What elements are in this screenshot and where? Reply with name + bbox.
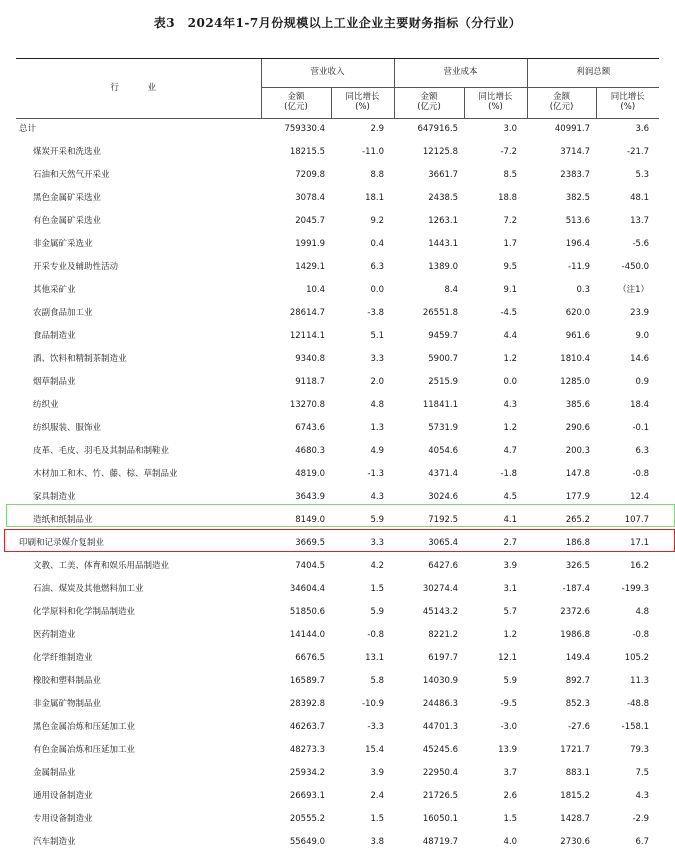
industry-name-cell: 通用设备制造业 bbox=[33, 791, 93, 802]
financial-indicators-table bbox=[16, 58, 659, 855]
revenue-amount-cell: 48273.3 bbox=[289, 745, 325, 756]
revenue-growth-cell: 2.0 bbox=[370, 377, 385, 388]
revenue-growth-cell: 5.1 bbox=[370, 331, 385, 342]
profit-growth-cell: 3.6 bbox=[635, 124, 650, 135]
revenue-amount-cell: 25934.2 bbox=[289, 768, 325, 779]
industry-name-cell: 黑色金属冶炼和压延加工业 bbox=[33, 722, 136, 733]
cost-amount-cell: 2515.9 bbox=[428, 377, 459, 388]
cost-growth-cell: 9.1 bbox=[503, 285, 518, 296]
cost-amount-cell: 3661.7 bbox=[428, 170, 459, 181]
table-row bbox=[16, 372, 659, 395]
industry-name-cell: 煤炭开采和洗选业 bbox=[33, 147, 102, 158]
revenue-amount-cell: 28392.8 bbox=[289, 699, 325, 710]
cost-amount-cell: 2438.5 bbox=[428, 193, 459, 204]
revenue-growth-cell: -10.9 bbox=[362, 699, 385, 710]
table-row bbox=[16, 234, 659, 257]
industry-name-cell: 酒、饮料和精制茶制造业 bbox=[33, 354, 127, 365]
profit-amount-cell: 892.7 bbox=[565, 676, 591, 687]
revenue-amount-cell: 9118.7 bbox=[295, 377, 325, 388]
industry-header: 行 业 bbox=[16, 59, 261, 119]
cost-growth-cell: -3.0 bbox=[500, 722, 518, 733]
revenue-amount-cell: 46263.7 bbox=[289, 722, 325, 733]
profit-growth-cell: 13.7 bbox=[630, 216, 650, 227]
industry-name-cell: 石油和天然气开采业 bbox=[33, 170, 110, 181]
profit-amount-cell: 290.6 bbox=[565, 423, 591, 434]
revenue-amount-cell: 12114.1 bbox=[289, 331, 325, 342]
profit-growth-cell: 12.4 bbox=[630, 492, 650, 503]
revenue-growth-cell: 18.1 bbox=[365, 193, 385, 204]
cost-amount-cell: 44701.3 bbox=[422, 722, 459, 733]
revenue-growth-cell: -3.3 bbox=[367, 722, 385, 733]
profit-amount-cell: 883.1 bbox=[565, 768, 591, 779]
cost-growth-cell: 4.0 bbox=[503, 837, 518, 848]
profit-growth-cell: -0.1 bbox=[632, 423, 650, 434]
revenue-amount-cell: 7209.8 bbox=[295, 170, 325, 181]
cost-amount-cell: 647916.5 bbox=[417, 124, 459, 135]
industry-name-cell: 开采专业及辅助性活动 bbox=[33, 262, 119, 273]
cost-amount-cell: 14030.9 bbox=[422, 676, 459, 687]
cost-growth-cell: 3.9 bbox=[503, 561, 518, 572]
profit-amount-cell: 1810.4 bbox=[560, 354, 591, 365]
profit-amount-cell: 1721.7 bbox=[560, 745, 591, 756]
cost-amount-cell: 9459.7 bbox=[428, 331, 459, 342]
profit-growth-cell: 23.9 bbox=[630, 308, 650, 319]
table-body bbox=[16, 119, 659, 855]
profit-amount-cell: 3714.7 bbox=[560, 147, 591, 158]
revenue-growth-cell: 3.3 bbox=[370, 538, 385, 549]
profit-growth-cell: 48.1 bbox=[630, 193, 650, 204]
revenue-growth-cell: 2.9 bbox=[370, 124, 385, 135]
profit-growth-cell: -450.0 bbox=[621, 262, 650, 273]
profit-growth-cell: 17.1 bbox=[630, 538, 650, 549]
table-row bbox=[16, 832, 659, 855]
table-row bbox=[16, 119, 659, 142]
cost-amount-cell: 45143.2 bbox=[422, 607, 459, 618]
cost-growth-cell: 1.7 bbox=[503, 239, 518, 250]
revenue-growth-cell: 5.8 bbox=[370, 676, 385, 687]
revenue-growth-cell: 9.2 bbox=[370, 216, 385, 227]
profit-header: 利润总额 bbox=[527, 59, 659, 88]
table-row bbox=[16, 188, 659, 211]
industry-name-cell: 专用设备制造业 bbox=[33, 814, 93, 825]
profit-amount-cell: 147.8 bbox=[565, 469, 591, 480]
industry-name-cell: 有色金属冶炼和压延加工业 bbox=[33, 745, 136, 756]
industry-name-cell: 医药制造业 bbox=[33, 630, 76, 641]
revenue-growth-cell: 0.4 bbox=[370, 239, 385, 250]
cost-amount-cell: 3065.4 bbox=[428, 538, 459, 549]
industry-name-cell: 有色金属矿采选业 bbox=[33, 216, 102, 227]
revenue-growth-cell: 4.3 bbox=[370, 492, 385, 503]
table-row bbox=[16, 303, 659, 326]
cost-amount-cell: 3024.6 bbox=[428, 492, 459, 503]
industry-name-cell: 总计 bbox=[19, 124, 37, 135]
cost-growth-cell: 3.7 bbox=[503, 768, 518, 779]
industry-name-cell: 文教、工美、体育和娱乐用品制造业 bbox=[33, 561, 170, 572]
cost-amount-cell: 4371.4 bbox=[428, 469, 459, 480]
industry-name-cell: 金属制品业 bbox=[33, 768, 76, 779]
profit-growth-cell: 5.3 bbox=[635, 170, 650, 181]
profit-amount-cell: 149.4 bbox=[565, 653, 591, 664]
profit-amount-cell: 196.4 bbox=[565, 239, 591, 250]
profit-amount-cell: 1986.8 bbox=[560, 630, 591, 641]
revenue-amount-cell: 6743.6 bbox=[295, 423, 325, 434]
table-row bbox=[16, 809, 659, 832]
profit-growth-cell: -2.9 bbox=[632, 814, 650, 825]
revenue-growth-cell: -0.8 bbox=[367, 630, 385, 641]
revenue-amount-cell: 34604.4 bbox=[289, 584, 325, 595]
table-row bbox=[16, 763, 659, 786]
cost-growth-cell: 1.5 bbox=[503, 814, 518, 825]
revenue-growth-cell: 5.9 bbox=[370, 607, 385, 618]
revenue-amount-cell: 1429.1 bbox=[295, 262, 325, 273]
table-row bbox=[16, 533, 659, 556]
profit-amount-cell: 513.6 bbox=[565, 216, 591, 227]
industry-name-cell: 造纸和纸制品业 bbox=[33, 515, 93, 526]
revenue-amount-cell: 9340.8 bbox=[295, 354, 325, 365]
revenue-amount-cell: 10.4 bbox=[306, 285, 325, 296]
revenue-growth-cell: 1.3 bbox=[370, 423, 385, 434]
cost-growth-cell: 0.0 bbox=[503, 377, 518, 388]
cost-amount-cell: 7192.5 bbox=[428, 515, 459, 526]
profit-amount-cell: -187.4 bbox=[562, 584, 591, 595]
revenue-growth-cell: 3.3 bbox=[370, 354, 385, 365]
industry-name-cell: 农副食品加工业 bbox=[33, 308, 93, 319]
cost-amount-cell: 16050.1 bbox=[422, 814, 459, 825]
cost-amount-cell: 8221.2 bbox=[428, 630, 459, 641]
revenue-header: 营业收入 bbox=[261, 59, 394, 88]
industry-name-cell: 家具制造业 bbox=[33, 492, 76, 503]
revenue-amount-cell: 4680.3 bbox=[295, 446, 325, 457]
cost-growth-cell: 1.2 bbox=[503, 630, 518, 641]
cost-growth-cell: 1.2 bbox=[503, 354, 518, 365]
cost-amount-cell: 6427.6 bbox=[428, 561, 459, 572]
profit-growth-cell: 16.2 bbox=[630, 561, 650, 572]
profit-amount-cell: 326.5 bbox=[565, 561, 591, 572]
profit-amount-cell: 40991.7 bbox=[554, 124, 591, 135]
cost-growth-cell: 9.5 bbox=[503, 262, 518, 273]
revenue-amount-cell: 26693.1 bbox=[289, 791, 325, 802]
profit-amount-cell: 1285.0 bbox=[560, 377, 591, 388]
cost-growth-cell: 5.7 bbox=[503, 607, 518, 618]
revenue-amount-cell: 16589.7 bbox=[289, 676, 325, 687]
profit-growth-cell: 18.4 bbox=[630, 400, 650, 411]
table-row bbox=[16, 602, 659, 625]
cost-growth-header: 同比增长 (%) bbox=[464, 88, 527, 119]
cost-amount-cell: 4054.6 bbox=[428, 446, 459, 457]
profit-growth-cell: 105.2 bbox=[624, 653, 650, 664]
industry-name-cell: 纺织业 bbox=[33, 400, 59, 411]
revenue-growth-cell: 0.0 bbox=[370, 285, 385, 296]
industry-name-cell: 橡胶和塑料制品业 bbox=[33, 676, 102, 687]
profit-amount-cell: -27.6 bbox=[568, 722, 591, 733]
table-row bbox=[16, 510, 659, 533]
cost-amount-cell: 6197.7 bbox=[428, 653, 459, 664]
table-row bbox=[16, 142, 659, 165]
cost-growth-cell: -4.5 bbox=[500, 308, 518, 319]
profit-growth-cell: 4.3 bbox=[635, 791, 650, 802]
cost-growth-cell: 12.1 bbox=[498, 653, 518, 664]
profit-growth-cell: -5.6 bbox=[632, 239, 650, 250]
revenue-amount-cell: 14144.0 bbox=[289, 630, 325, 641]
revenue-amount-cell: 55649.0 bbox=[289, 837, 325, 848]
table-row bbox=[16, 464, 659, 487]
table-row bbox=[16, 671, 659, 694]
table-row bbox=[16, 579, 659, 602]
profit-amount-cell: 265.2 bbox=[565, 515, 591, 526]
profit-growth-cell: 14.6 bbox=[630, 354, 650, 365]
cost-amount-cell: 48719.7 bbox=[422, 837, 459, 848]
revenue-amount-cell: 13270.8 bbox=[289, 400, 325, 411]
revenue-growth-cell: 4.2 bbox=[370, 561, 385, 572]
revenue-amount-cell: 3643.9 bbox=[295, 492, 325, 503]
revenue-amount-cell: 6676.5 bbox=[295, 653, 325, 664]
cost-amount-header: 金额 (亿元) bbox=[394, 88, 464, 119]
table-row bbox=[16, 395, 659, 418]
cost-growth-cell: 13.9 bbox=[498, 745, 518, 756]
table-row bbox=[16, 349, 659, 372]
profit-growth-cell: -199.3 bbox=[621, 584, 650, 595]
industry-name-cell: 食品制造业 bbox=[33, 331, 76, 342]
table-title: 表3 2024年1-7月份规模以上工业企业主要财务指标（分行业） bbox=[153, 16, 522, 30]
cost-growth-cell: 5.9 bbox=[503, 676, 518, 687]
profit-growth-cell: 4.8 bbox=[635, 607, 650, 618]
revenue-growth-cell: 1.5 bbox=[370, 584, 385, 595]
table-row bbox=[16, 211, 659, 234]
revenue-growth-header: 同比增长 (%) bbox=[331, 88, 394, 119]
profit-amount-cell: 2730.6 bbox=[560, 837, 591, 848]
revenue-growth-cell: -11.0 bbox=[362, 147, 385, 158]
cost-amount-cell: 11841.1 bbox=[422, 400, 459, 411]
cost-amount-cell: 22950.4 bbox=[422, 768, 459, 779]
profit-growth-cell: 11.3 bbox=[630, 676, 650, 687]
table-row bbox=[16, 717, 659, 740]
profit-growth-cell: -21.7 bbox=[627, 147, 650, 158]
cost-amount-cell: 8.4 bbox=[444, 285, 459, 296]
profit-amount-cell: 2383.7 bbox=[560, 170, 591, 181]
revenue-growth-cell: 4.9 bbox=[370, 446, 385, 457]
industry-name-cell: 石油、煤炭及其他燃料加工业 bbox=[33, 584, 144, 595]
cost-amount-cell: 5900.7 bbox=[428, 354, 459, 365]
table-row bbox=[16, 257, 659, 280]
revenue-growth-cell: 1.5 bbox=[370, 814, 385, 825]
profit-amount-cell: 200.3 bbox=[565, 446, 591, 457]
revenue-growth-cell: 3.8 bbox=[370, 837, 385, 848]
revenue-amount-cell: 759330.4 bbox=[284, 124, 325, 135]
profit-amount-cell: 177.9 bbox=[565, 492, 591, 503]
profit-amount-cell: 620.0 bbox=[565, 308, 591, 319]
profit-growth-cell: 6.7 bbox=[635, 837, 650, 848]
cost-growth-cell: 4.7 bbox=[503, 446, 518, 457]
profit-growth-cell: 9.0 bbox=[635, 331, 650, 342]
table-row bbox=[16, 487, 659, 510]
cost-growth-cell: 3.0 bbox=[503, 124, 518, 135]
industry-name-cell: 皮革、毛皮、羽毛及其制品和制鞋业 bbox=[33, 446, 170, 457]
profit-growth-cell: 107.7 bbox=[624, 515, 650, 526]
profit-amount-cell: 1428.7 bbox=[560, 814, 591, 825]
revenue-amount-cell: 1991.9 bbox=[295, 239, 325, 250]
profit-growth-cell: 7.5 bbox=[635, 768, 650, 779]
cost-growth-cell: 7.2 bbox=[503, 216, 518, 227]
table-row bbox=[16, 326, 659, 349]
revenue-growth-cell: 2.4 bbox=[370, 791, 385, 802]
profit-amount-cell: 2372.6 bbox=[560, 607, 591, 618]
industry-name-cell: 印刷和记录媒介复制业 bbox=[19, 538, 105, 549]
table-row bbox=[16, 648, 659, 671]
cost-growth-cell: -1.8 bbox=[500, 469, 518, 480]
revenue-amount-cell: 4819.0 bbox=[295, 469, 325, 480]
cost-growth-cell: 8.5 bbox=[503, 170, 518, 181]
cost-growth-cell: 18.8 bbox=[498, 193, 518, 204]
table-row bbox=[16, 418, 659, 441]
cost-growth-cell: 4.3 bbox=[503, 400, 518, 411]
cost-amount-cell: 45245.6 bbox=[422, 745, 459, 756]
revenue-growth-cell: 8.8 bbox=[370, 170, 385, 181]
table-row bbox=[16, 786, 659, 809]
revenue-growth-cell: 5.9 bbox=[370, 515, 385, 526]
cost-growth-cell: 3.1 bbox=[503, 584, 518, 595]
revenue-amount-cell: 51850.6 bbox=[289, 607, 325, 618]
industry-name-cell: 化学纤维制造业 bbox=[33, 653, 93, 664]
revenue-growth-cell: 6.3 bbox=[370, 262, 385, 273]
profit-amount-cell: 0.3 bbox=[576, 285, 591, 296]
revenue-amount-cell: 7404.5 bbox=[295, 561, 325, 572]
table-row bbox=[16, 165, 659, 188]
revenue-amount-cell: 20555.2 bbox=[289, 814, 325, 825]
industry-name-cell: 非金属矿物制品业 bbox=[33, 699, 102, 710]
profit-growth-cell: -158.1 bbox=[621, 722, 650, 733]
profit-growth-cell: 0.9 bbox=[635, 377, 650, 388]
table-row bbox=[16, 280, 659, 303]
cost-growth-cell: -9.5 bbox=[500, 699, 518, 710]
revenue-amount-header: 金额 (亿元) bbox=[261, 88, 331, 119]
cost-amount-cell: 5731.9 bbox=[428, 423, 459, 434]
profit-growth-cell: 6.3 bbox=[635, 446, 650, 457]
cost-amount-cell: 26551.8 bbox=[422, 308, 459, 319]
revenue-growth-cell: 3.9 bbox=[370, 768, 385, 779]
revenue-amount-cell: 8149.0 bbox=[295, 515, 325, 526]
industry-name-cell: 黑色金属矿采选业 bbox=[33, 193, 102, 204]
cost-amount-cell: 1389.0 bbox=[428, 262, 459, 273]
profit-amount-cell: 385.6 bbox=[565, 400, 591, 411]
revenue-amount-cell: 2045.7 bbox=[295, 216, 325, 227]
profit-amount-cell: 852.3 bbox=[565, 699, 591, 710]
cost-amount-cell: 12125.8 bbox=[422, 147, 459, 158]
revenue-growth-cell: 13.1 bbox=[365, 653, 385, 664]
profit-amount-cell: 186.8 bbox=[565, 538, 591, 549]
revenue-amount-cell: 28614.7 bbox=[289, 308, 325, 319]
cost-growth-cell: -7.2 bbox=[500, 147, 518, 158]
industry-name-cell: 其他采矿业 bbox=[33, 285, 76, 296]
profit-growth-cell: -0.8 bbox=[632, 469, 650, 480]
revenue-growth-cell: -3.8 bbox=[367, 308, 385, 319]
table-row bbox=[16, 625, 659, 648]
cost-growth-cell: 4.5 bbox=[503, 492, 518, 503]
industry-name-cell: 非金属矿采选业 bbox=[33, 239, 93, 250]
profit-amount-cell: -11.9 bbox=[568, 262, 591, 273]
revenue-growth-cell: 15.4 bbox=[365, 745, 385, 756]
profit-amount-cell: 961.6 bbox=[565, 331, 591, 342]
cost-growth-cell: 2.7 bbox=[503, 538, 518, 549]
profit-growth-header: 同比增长 (%) bbox=[596, 88, 659, 119]
revenue-amount-cell: 3669.5 bbox=[295, 538, 325, 549]
profit-growth-cell: -0.8 bbox=[632, 630, 650, 641]
cost-growth-cell: 4.1 bbox=[503, 515, 518, 526]
profit-amount-header: 金额 (亿元) bbox=[527, 88, 596, 119]
industry-name-cell: 木材加工和木、竹、藤、棕、草制品业 bbox=[33, 469, 178, 480]
industry-name-cell: 汽车制造业 bbox=[33, 837, 76, 848]
revenue-growth-cell: 4.8 bbox=[370, 400, 385, 411]
revenue-amount-cell: 3078.4 bbox=[295, 193, 325, 204]
profit-growth-cell: （注1） bbox=[618, 285, 650, 296]
cost-amount-cell: 21726.5 bbox=[422, 791, 459, 802]
cost-header: 营业成本 bbox=[394, 59, 527, 88]
cost-growth-cell: 2.6 bbox=[503, 791, 518, 802]
cost-amount-cell: 24486.3 bbox=[422, 699, 459, 710]
industry-name-cell: 化学原料和化学制品制造业 bbox=[33, 607, 136, 618]
industry-name-cell: 纺织服装、服饰业 bbox=[33, 423, 102, 434]
profit-amount-cell: 1815.2 bbox=[560, 791, 591, 802]
revenue-growth-cell: -1.3 bbox=[367, 469, 385, 480]
table-row bbox=[16, 441, 659, 464]
table-row bbox=[16, 694, 659, 717]
industry-name-cell: 烟草制品业 bbox=[33, 377, 76, 388]
cost-amount-cell: 30274.4 bbox=[422, 584, 459, 595]
table-row bbox=[16, 556, 659, 579]
profit-amount-cell: 382.5 bbox=[565, 193, 591, 204]
cost-amount-cell: 1443.1 bbox=[428, 239, 459, 250]
cost-amount-cell: 1263.1 bbox=[428, 216, 459, 227]
cost-growth-cell: 4.4 bbox=[503, 331, 518, 342]
profit-growth-cell: -48.8 bbox=[627, 699, 650, 710]
cost-growth-cell: 1.2 bbox=[503, 423, 518, 434]
profit-growth-cell: 79.3 bbox=[630, 745, 650, 756]
table-row bbox=[16, 740, 659, 763]
revenue-amount-cell: 18215.5 bbox=[289, 147, 325, 158]
